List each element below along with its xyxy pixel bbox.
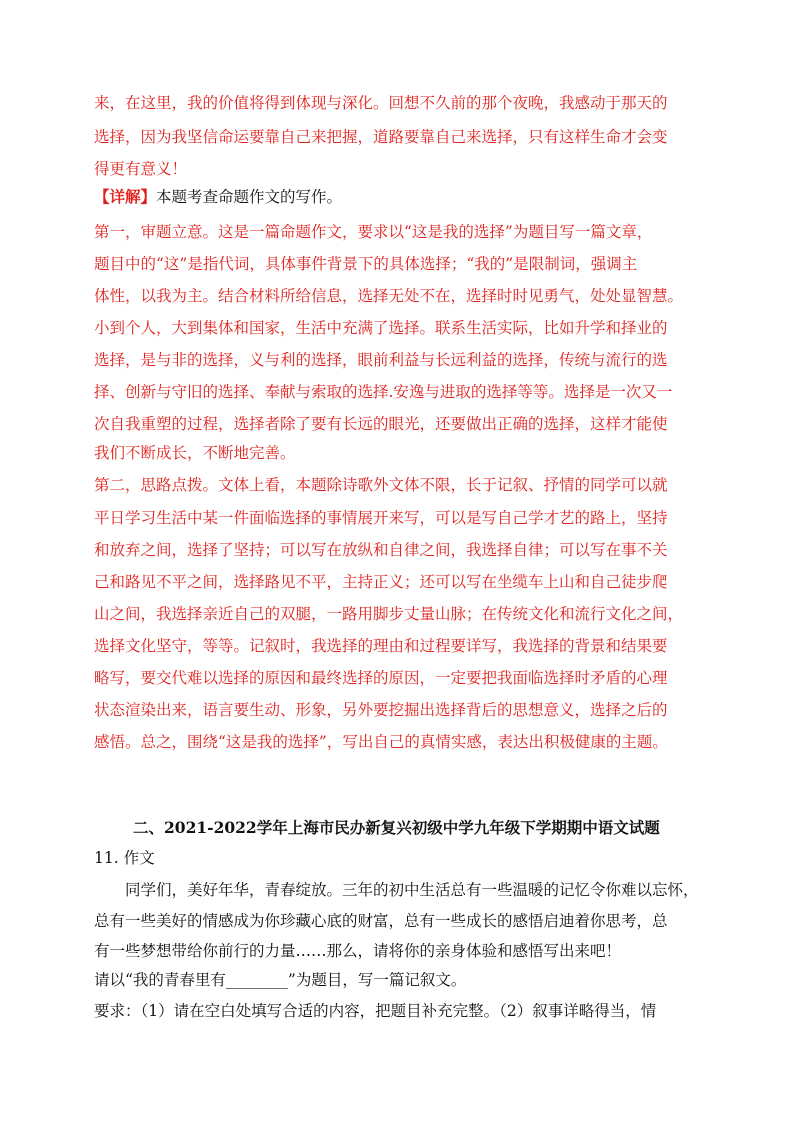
point-one-line-1: 第一，审题立意。这是一篇命题作文，要求以“这是我的选择”为题目写一篇文章， — [94, 223, 653, 241]
point-one-line-5: 选择，是与非的选择，义与利的选择，眼前利益与长远利益的选择，传统与流行的选 — [94, 351, 668, 369]
detail-text: 本题考查命题作文的写作。 — [156, 188, 343, 206]
task-line: 请以“我的青春里有________”为题目，写一篇记叙文。 — [94, 971, 467, 989]
point-one-line-8: 我们不断成长，不断地完善。 — [94, 444, 296, 462]
question-label: 11. 作文 — [94, 849, 155, 867]
point-two-line-2: 平日学习生活中某一件面临选择的事情展开来写，可以是写自己学才艺的路上，坚持 — [94, 509, 668, 527]
answer-line-1: 来，在这里，我的价值将得到体现与深化。回想不久前的那个夜晚，我感动于那天的 — [94, 94, 668, 112]
point-one-line-2: 题目中的“这”是指代词，具体事件背景下的具体选择；“我的”是限制词，强调主 — [94, 255, 638, 273]
point-one-line-4: 小到个人，大到集体和国家，生活中充满了选择。联系生活实际，比如升学和择业的 — [94, 319, 668, 337]
section-title: 二、2021-2022学年上海市民办新复兴初级中学九年级下学期期中语文试题 — [133, 818, 660, 837]
point-one-line-3: 体性，以我为主。结合材料所给信息，选择无处不在，选择时时见勇气，处处显智慧。 — [94, 287, 684, 305]
point-two-line-7: 略写，要交代难以选择的原因和最终选择的原因，一定要把我面临选择时矛盾的心理 — [94, 669, 668, 687]
prompt-line-2: 总有一些美好的情感成为你珍藏心底的财富，总有一些成长的感悟启迪着你思考，总 — [94, 912, 668, 930]
point-one-line-6: 择、创新与守旧的选择、奉献与索取的选择.安逸与进取的选择等等。选择是一次又一 — [94, 383, 673, 401]
answer-line-3: 得更有意义！ — [94, 160, 188, 178]
point-one-line-7: 次自我重塑的过程，选择者除了要有长远的眼光，还要做出正确的选择，这样才能使 — [94, 415, 668, 433]
point-two-line-4: 己和路见不平之间，选择路见不平，主持正义；还可以写在坐缆车上山和自己徒步爬 — [94, 573, 668, 591]
point-two-line-8: 状态渲染出来，语言要生动、形象，另外要挖掘出选择背后的思想意义，选择之后的 — [94, 701, 668, 719]
point-two-line-5: 山之间，我选择亲近自己的双腿，一路用脚步丈量山脉；在传统文化和流行文化之间， — [94, 605, 684, 623]
answer-line-2: 选择，因为我坚信命运要靠自己来把握，道路要靠自己来选择，只有这样生命才会变 — [94, 128, 668, 146]
detail-line — [94, 187, 342, 207]
prompt-line-1: 同学们，美好年华，青春绽放。三年的初中生活总有一些温暖的记忆令你难以忘怀， — [125, 881, 699, 899]
point-two-line-1: 第二，思路点拨。文体上看，本题除诗歌外文体不限，长于记叙、抒情的同学可以就 — [94, 476, 668, 494]
point-two-line-6: 选择文化坚守，等等。记叙时，我选择的理由和过程要详写，我选择的背景和结果要 — [94, 637, 668, 655]
prompt-line-3: 有一些梦想带给你前行的力量……那么，请将你的亲身体验和感悟写出来吧！ — [94, 942, 622, 960]
point-two-line-9: 感悟。总之，围绕“这是我的选择”，写出自己的真情实感，表达出积极健康的主题。 — [94, 733, 668, 751]
point-two-line-3: 和放弃之间，选择了坚持；可以写在放纵和自律之间，我选择自律；可以写在事不关 — [94, 541, 668, 559]
requirements-line: 要求：（1）请在空白处填写合适的内容，把题目补充完整。（2）叙事详略得当，情 — [94, 1002, 657, 1020]
detail-label: 【详解】 — [94, 187, 157, 206]
